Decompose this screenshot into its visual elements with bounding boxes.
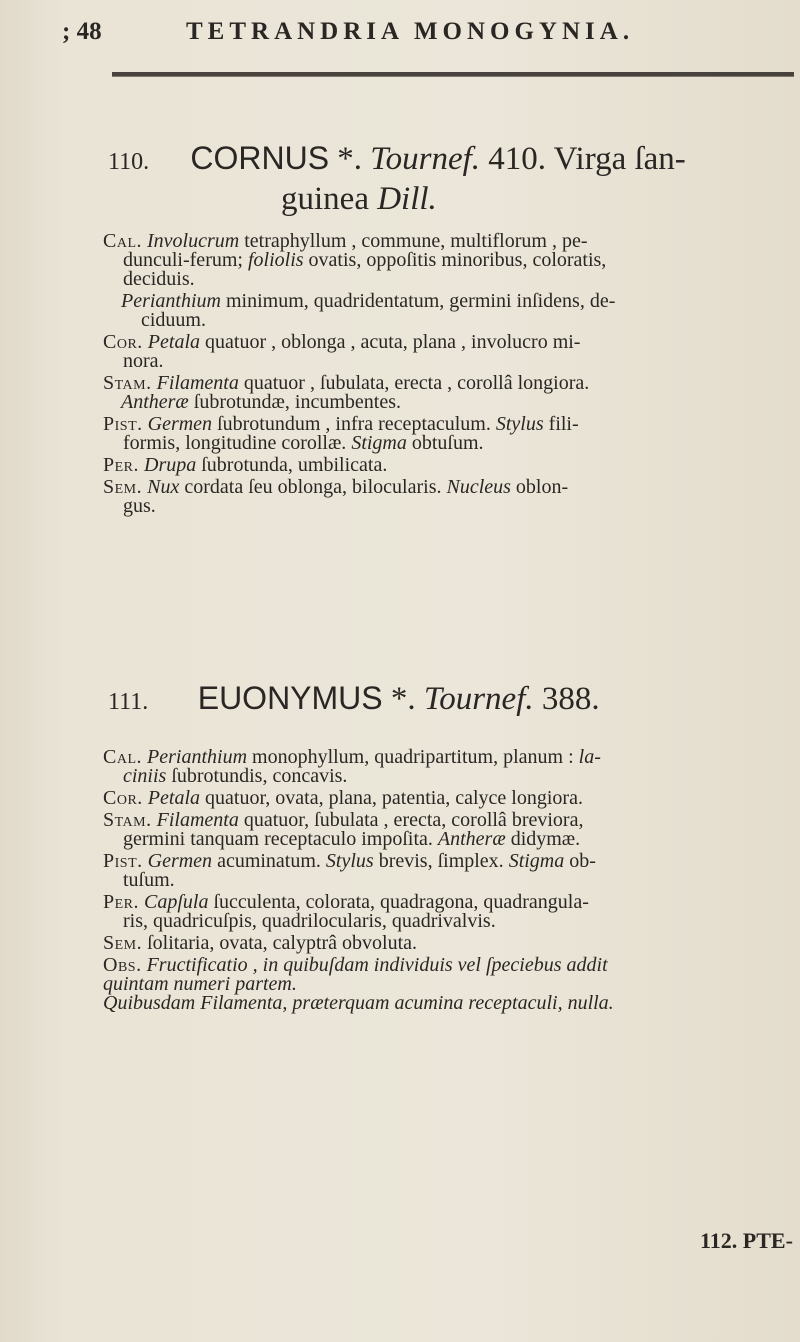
entry-corolla: Cor. Petala quatuor, ovata, plana, patentia, calyce longiora. <box>103 787 583 809</box>
entry-stamens: Stam. Filamenta quatuor , ſubulata, erecta , corollâ longiora. <box>103 372 590 394</box>
entry-anthers: Antheræ ſubrotundæ, incumbentes. <box>121 391 401 413</box>
entry-corolla: Cor. Petala quatuor , oblonga , acuta, plana , involucro mi- nora. <box>103 331 581 372</box>
genus-heading-cornus <box>108 140 686 218</box>
entry-pistil: Pist. Germen acuminatum. Stylus brevis, ſimplex. Stigma ob- tuſum. <box>103 850 596 891</box>
genus-number: 111. <box>108 689 149 715</box>
genus-synonym: Virga ſan- <box>553 141 686 177</box>
entry-seed: Sem. Nux cordata ſeu oblonga, bilocularis. Nucleus oblon- gus. <box>103 476 569 517</box>
genus-description-euonymus <box>103 748 795 1013</box>
genus-ref: 388. <box>541 681 600 717</box>
genus-number: 110. <box>108 149 150 175</box>
genus-name: EUONYMUS <box>197 680 383 716</box>
entry-pericarp: Per. Drupa ſubrotunda, umbilicata. <box>103 454 388 476</box>
genus-description-cornus <box>103 232 795 516</box>
catchword: 112. PTE- <box>700 1228 793 1253</box>
entry-pistil: Pist. Germen ſubrotundum , infra receptaculum. Stylus fili- formis, longitudine corollæ. Stigma obtuſum. <box>103 413 579 454</box>
genus-author: Tournef. <box>423 681 534 717</box>
genus-mark: *. <box>390 681 416 717</box>
entry-perianth: Perianthium minimum, quadridentatum, germini inſidens, de- ciduum. <box>121 290 616 331</box>
entry-calyx: Cal. Perianthium monophyllum, quadripartitum, planum : la- ciniis ſubrotundis, concavis. <box>103 746 601 787</box>
genus-heading-euonymus <box>108 680 600 721</box>
genus-ref: 410. <box>488 141 547 177</box>
genus-mark: *. <box>337 141 363 177</box>
entry-seed: Sem. ſolitaria, ovata, calyptrâ obvoluta. <box>103 932 418 954</box>
genus-synonym-cont: guinea Dill. <box>281 181 437 217</box>
entry-stamens: Stam. Filamenta quatuor, ſubulata , erecta, corollâ breviora, germini tanquam receptaculo impoſita. Antheræ didymæ. <box>103 809 584 850</box>
running-header <box>62 18 792 58</box>
entry-pericarp: Per. Capſula ſucculenta, colorata, quadragona, quadrangula- ris, quadricuſpis, quadrilocularis, quadrivalvis. <box>103 891 589 932</box>
header-rule <box>112 72 794 77</box>
entry-observation: Obs. Fructificatio , in quibuſdam individuis vel ſpeciebus addit quintam numeri partem. Quibusdam Filamenta, præterquam acumina receptaculi, nulla. <box>103 954 614 1014</box>
running-title: TETRANDRIA MONOGYNIA. <box>186 18 635 45</box>
page-number: ; 48 <box>62 18 102 46</box>
genus-name: CORNUS <box>190 140 330 176</box>
entry-calyx: Cal. Involucrum tetraphyllum , commune, multiflorum , pe- dunculi-ferum; foliolis ovatis, oppoſitis minoribus, coloratis, deciduis. <box>103 230 607 290</box>
genus-author: Tournef. <box>370 141 481 177</box>
